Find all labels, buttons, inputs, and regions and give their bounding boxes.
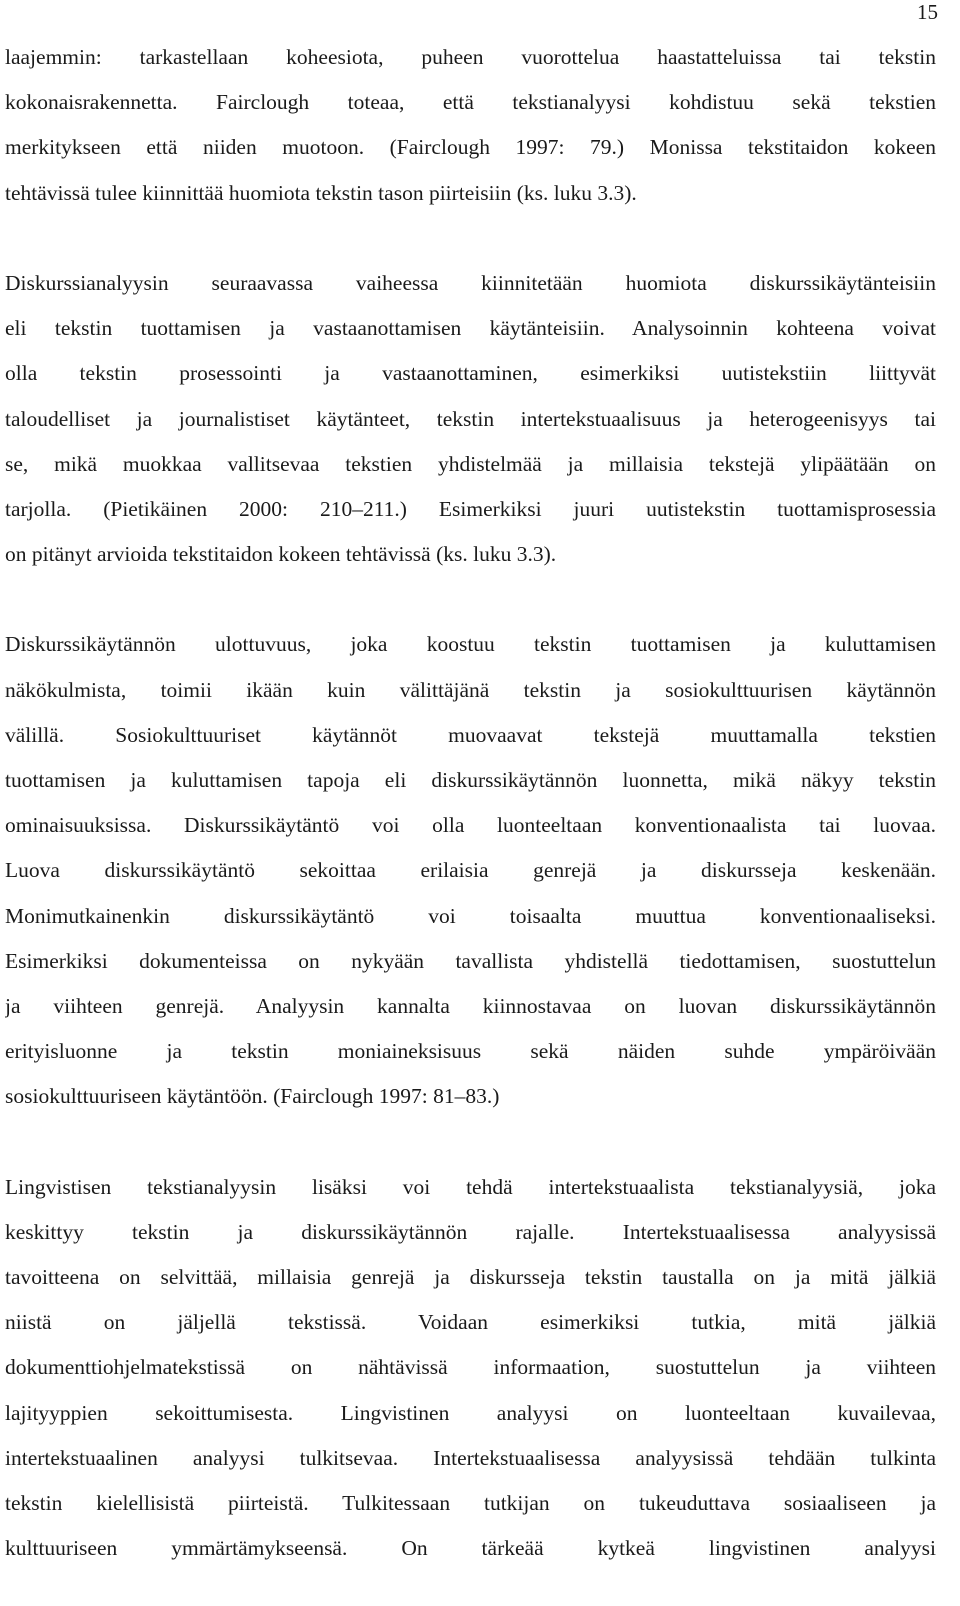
- text-line: eli tekstin tuottamisen ja vastaanottamisen käytänteisiin. Analysoinnin kohteena voivat: [5, 316, 936, 341]
- text-line: tuottamisen ja kuluttamisen tapoja eli diskurssikäytännön luonnetta, mikä näkyy tekstin: [5, 768, 936, 792]
- text-line: Esimerkiksi dokumenteissa on nykyään tavallista yhdistellä tiedottamisen, suostuttelun: [5, 948, 936, 973]
- paragraph: [5, 622, 936, 1119]
- text-line: intertekstuaalinen analyysi tulkitsevaa. Intertekstuaalisessa analyysissä tehdään tulkinta: [5, 1445, 936, 1470]
- text-line: Luova diskurssikäytäntö sekoittaa erilaisia genrejä ja diskursseja keskenään.: [5, 858, 936, 883]
- paragraph: [5, 1165, 936, 1572]
- paragraph: [5, 35, 936, 216]
- text-line: olla tekstin prosessointi ja vastaanottaminen, esimerkiksi uutistekstiin liittyvät: [5, 361, 936, 386]
- text-line: ja viihteen genrejä. Analyysin kannalta kiinnostavaa on luovan diskurssikäytännön: [5, 993, 936, 1018]
- document-body: [5, 35, 936, 1571]
- paragraph-spacer: [5, 1120, 936, 1165]
- text-line: dokumenttiohjelmatekstissä on nähtävissä informaation, suostuttelun ja viihteen: [5, 1355, 936, 1380]
- text-line: Diskurssianalyysin seuraavassa vaiheessa kiinnitetään huomiota diskurssikäytänteisiin: [5, 270, 936, 295]
- text-line: kokonaisrakennetta. Fairclough toteaa, että tekstianalyysi kohdistuu sekä tekstien: [5, 90, 936, 115]
- paragraph-spacer: [5, 216, 936, 261]
- paragraph-spacer: [5, 577, 936, 622]
- text-line: kulttuuriseen ymmärtämykseensä. On tärkeää kytkeä lingvistinen analyysi: [5, 1536, 936, 1561]
- text-line: laajemmin: tarkastellaan koheesiota, puheen vuorottelua haastatteluissa tai tekstin: [5, 45, 936, 69]
- text-line: keskittyy tekstin ja diskurssikäytännön rajalle. Intertekstuaalisessa analyysissä: [5, 1219, 936, 1244]
- paragraph: [5, 261, 936, 577]
- text-line: se, mikä muokkaa vallitsevaa tekstien yhdistelmää ja millaisia tekstejä ylipäätään on: [5, 451, 936, 476]
- text-line: Lingvistisen tekstianalyysin lisäksi voi tehdä intertekstuaalista tekstianalyysiä, joka: [5, 1174, 936, 1199]
- text-line: erityisluonne ja tekstin moniaineksisuus sekä näiden suhde ympäröivään: [5, 1039, 936, 1064]
- page-number: 15: [917, 0, 938, 24]
- text-line: on pitänyt arvioida tekstitaidon kokeen tehtävissä (ks. luku 3.3).: [5, 542, 557, 567]
- text-line: näkökulmista, toimii ikään kuin välittäjänä tekstin ja sosiokulttuurisen käytännön: [5, 677, 936, 702]
- text-line: tarjolla. (Pietikäinen 2000: 210–211.) Esimerkiksi juuri uutistekstin tuottamisprosessia: [5, 496, 936, 521]
- text-line: sosiokulttuuriseen käytäntöön. (Fairclough 1997: 81–83.): [5, 1084, 500, 1109]
- text-line: tavoitteena on selvittää, millaisia genrejä ja diskursseja tekstin taustalla on ja mitä jälkiä: [5, 1265, 936, 1290]
- text-line: tehtävissä tulee kiinnittää huomiota tekstin tason piirteisiin (ks. luku 3.3).: [5, 180, 637, 205]
- text-line: taloudelliset ja journalistiset käytänteet, tekstin intertekstuaalisuus ja heterogeenisyys tai: [5, 406, 936, 431]
- text-line: Diskurssikäytännön ulottuvuus, joka koostuu tekstin tuottamisen ja kuluttamisen: [5, 632, 936, 657]
- text-line: niistä on jäljellä tekstissä. Voidaan esimerkiksi tutkia, mitä jälkiä: [5, 1310, 936, 1335]
- text-line: välillä. Sosiokulttuuriset käytännöt muovaavat tekstejä muuttamalla tekstien: [5, 722, 936, 747]
- text-line: Monimutkainenkin diskurssikäytäntö voi toisaalta muuttua konventionaaliseksi.: [5, 903, 936, 928]
- text-line: ominaisuuksissa. Diskurssikäytäntö voi olla luonteeltaan konventionaalista tai luovaa.: [5, 813, 936, 838]
- text-line: lajityyppien sekoittumisesta. Lingvistinen analyysi on luonteeltaan kuvailevaa,: [5, 1400, 936, 1425]
- text-line: merkitykseen että niiden muotoon. (Fairclough 1997: 79.) Monissa tekstitaidon kokeen: [5, 135, 936, 160]
- text-line: tekstin kielellisistä piirteistä. Tulkitessaan tutkijan on tukeuduttava sosiaaliseen ja: [5, 1491, 936, 1515]
